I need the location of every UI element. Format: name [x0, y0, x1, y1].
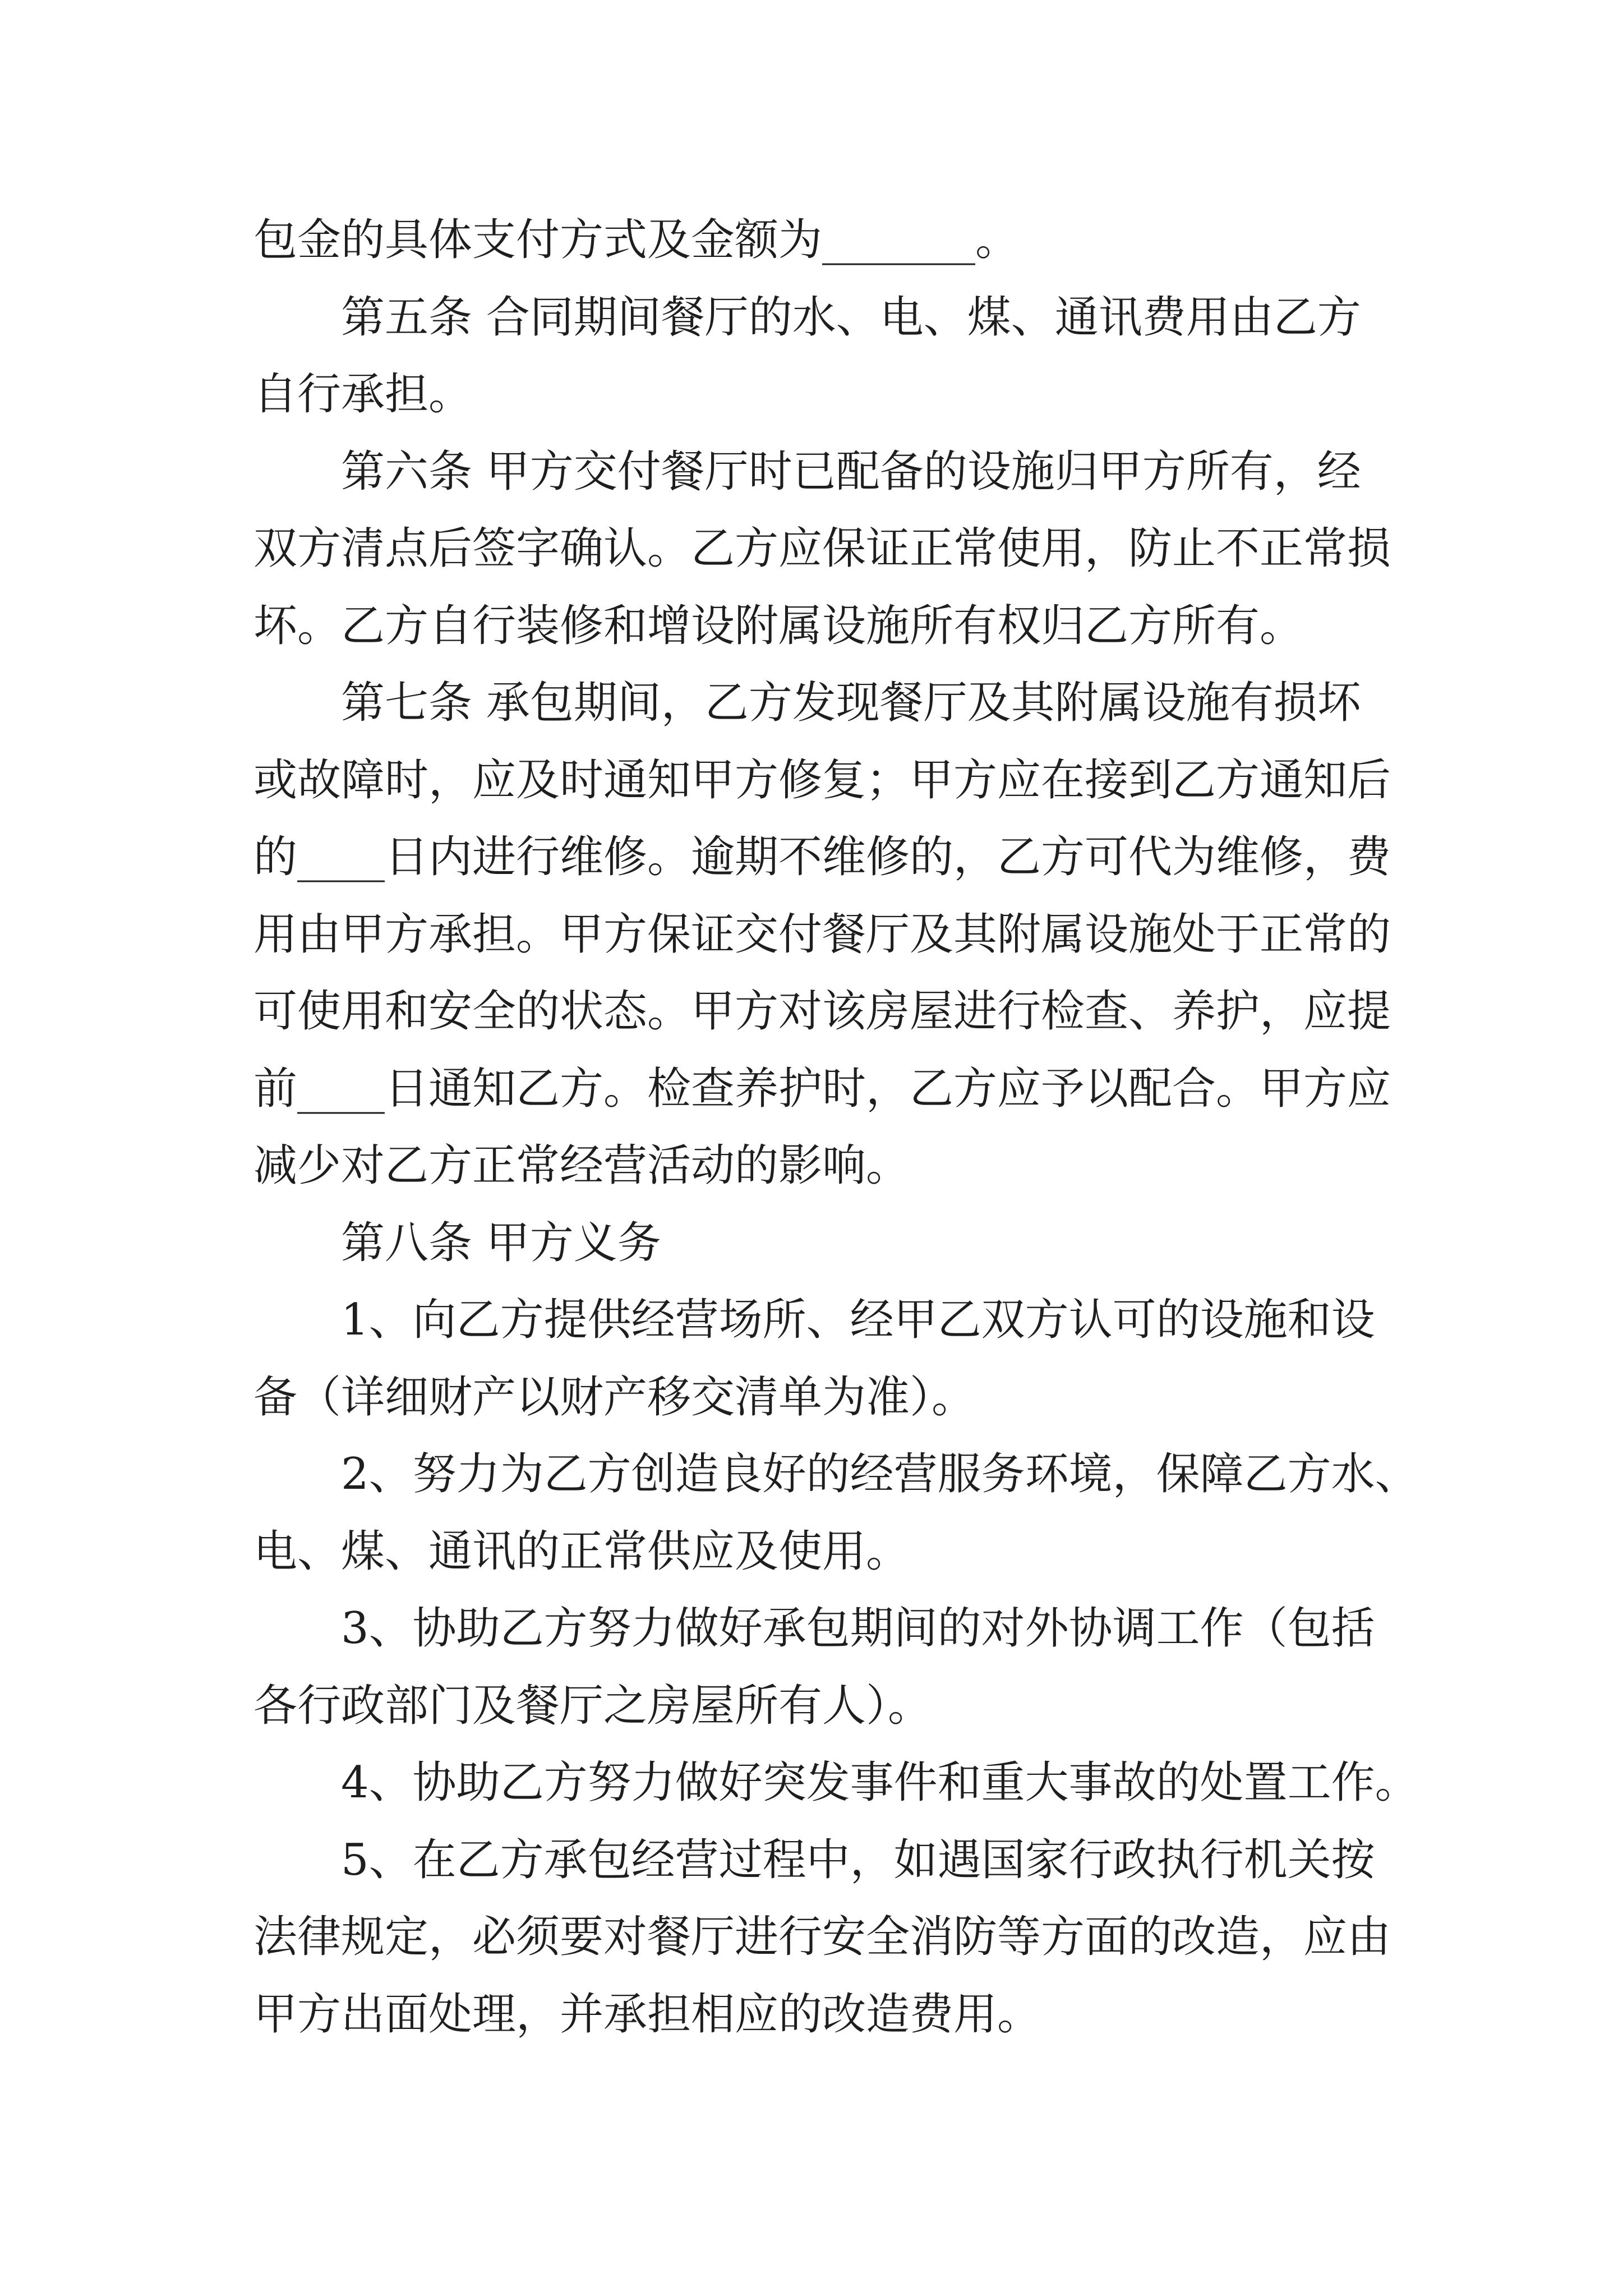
duty-item-5 — [253, 1822, 1487, 2054]
text-line: 双方清点后签字确认。乙方应保证正常使用，防止不正常损 — [253, 523, 1391, 574]
text-line: 2、努力为乙方创造良好的经营服务环境，保障乙方水、 — [341, 1449, 1419, 1499]
text-line: 3、协助乙方努力做好承包期间的对外协调工作（包括 — [341, 1603, 1375, 1654]
text-line: 电、煤、通讯的正常供应及使用。 — [253, 1526, 910, 1577]
text-line: 5、在乙方承包经营过程中，如遇国家行政执行机关按 — [341, 1834, 1375, 1885]
text-line: 备（详细财产以财产移交清单为准）。 — [253, 1372, 976, 1423]
clause-5-paragraph — [253, 279, 1487, 434]
text-line: 1、向乙方提供经营场所、经甲乙双方认可的设施和设 — [341, 1295, 1375, 1345]
clause-7-paragraph — [253, 665, 1487, 1205]
text-line: 包金的具体支付方式及金额为_______。 — [253, 215, 1020, 265]
document-body — [253, 202, 1487, 2053]
text-line: 第六条 甲方交付餐厅时已配备的设施归甲方所有，经 — [341, 446, 1361, 497]
text-line: 用由甲方承担。甲方保证交付餐厅及其附属设施处于正常的 — [253, 909, 1391, 960]
text-line: 可使用和安全的状态。甲方对该房屋进行检查、养护，应提 — [253, 986, 1391, 1037]
clause-8-heading — [253, 1205, 1487, 1282]
text-line: 第七条 承包期间，乙方发现餐厅及其附属设施有损坏 — [341, 678, 1361, 728]
text-line: 前____日通知乙方。检查养护时，乙方应予以配合。甲方应 — [253, 1063, 1391, 1114]
text-line: 的____日内进行维修。逾期不维修的，乙方可代为维修，费 — [253, 832, 1391, 882]
text-line: 4、协助乙方努力做好突发事件和重大事故的处置工作。 — [341, 1757, 1419, 1808]
text-line: 第五条 合同期间餐厅的水、电、煤、通讯费用由乙方 — [341, 292, 1361, 343]
text-line: 法律规定，必须要对餐厅进行安全消防等方面的改造，应由 — [253, 1912, 1391, 1962]
text-line: 各行政部门及餐厅之房屋所有人）。 — [253, 1680, 932, 1731]
text-line: 减少对乙方正常经营活动的影响。 — [253, 1140, 910, 1191]
clause-6-paragraph — [253, 434, 1487, 665]
duty-item-4 — [253, 1745, 1487, 1822]
duty-item-2 — [253, 1436, 1487, 1590]
text-line: 自行承担。 — [253, 369, 473, 420]
continuation-paragraph — [253, 202, 1487, 279]
text-line: 坏。乙方自行装修和增设附属设施所有权归乙方所有。 — [253, 600, 1304, 651]
duty-item-3 — [253, 1590, 1487, 1745]
duty-item-1 — [253, 1282, 1487, 1436]
text-line: 或故障时，应及时通知甲方修复；甲方应在接到乙方通知后 — [253, 754, 1391, 806]
text-line: 甲方出面处理，并承担相应的改造费用。 — [253, 1989, 1041, 2040]
text-line: 第八条 甲方义务 — [341, 1217, 661, 1268]
